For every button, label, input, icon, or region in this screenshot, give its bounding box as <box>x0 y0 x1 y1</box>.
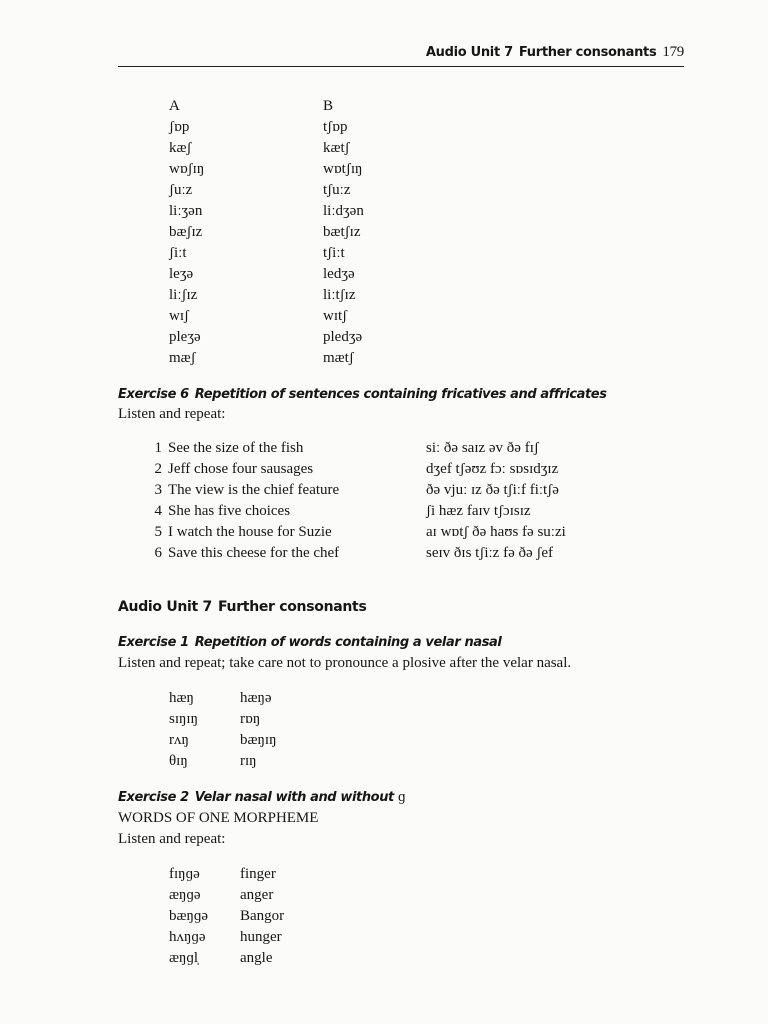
sentence-transcription: ðə vjuː ɪz ðə tʃiːf fiːtʃə <box>426 482 559 498</box>
velar-word: bæŋɪŋ <box>240 732 277 748</box>
sentence-row <box>152 459 602 480</box>
section-unit: Audio Unit 7 <box>118 599 212 615</box>
morpheme-transcription: æŋɡl̩ <box>169 950 199 966</box>
column-b-item: tʃuːz <box>323 182 351 198</box>
morpheme-transcription: fɪŋɡə <box>169 866 200 882</box>
column-a-item: kæʃ <box>169 140 192 156</box>
column-a-item: liːʃɪz <box>169 287 198 303</box>
column-b-item: tʃɒp <box>323 119 348 135</box>
exercise2-instruction: Listen and repeat: <box>118 831 226 847</box>
velar-word: rɪŋ <box>240 753 257 769</box>
sentence-number: 1 <box>154 440 162 456</box>
column-b-item: wɪtʃ <box>323 308 348 324</box>
morpheme-word: angle <box>240 950 273 966</box>
column-a-item: liːʒən <box>169 203 203 219</box>
column-a-heading: A <box>169 98 180 114</box>
exercise2-heading <box>118 789 405 806</box>
sentence-text: See the size of the fish <box>168 440 304 456</box>
exercise2-subheading: WORDS OF ONE MORPHEME <box>118 810 319 826</box>
running-header <box>118 42 684 67</box>
sentence-number: 3 <box>154 482 162 498</box>
section-heading <box>118 599 366 615</box>
sentence-number: 4 <box>154 503 162 519</box>
column-b-heading: B <box>323 98 334 114</box>
velar-word: hæŋ <box>169 690 194 706</box>
column-b-item: tʃiːt <box>323 245 345 261</box>
sentence-text: Save this cheese for the chef <box>168 545 340 561</box>
morpheme-word: finger <box>240 866 276 882</box>
exercise1-instruction: Listen and repeat; take care not to pronounce a plosive after the velar nasal. <box>118 655 572 671</box>
velar-word: rʌŋ <box>169 732 189 748</box>
exercise6-heading <box>118 387 607 402</box>
column-a-item: ʃuːz <box>169 182 193 198</box>
exercise6-label: Exercise 6 <box>118 387 189 402</box>
sentence-row <box>152 543 602 564</box>
column-b-item: wɒtʃɪŋ <box>323 161 363 177</box>
exercise1-title: Repetition of words containing a velar nasal <box>194 635 502 650</box>
sentence-row <box>152 522 602 543</box>
sentence-transcription: dʒef tʃəʊz fɔː sɒsɪdʒɪz <box>426 461 559 477</box>
column-a-item: wɪʃ <box>169 308 189 324</box>
sentence-text: The view is the chief feature <box>168 482 340 498</box>
sentence-transcription: ʃi hæz faɪv tʃɔɪsɪz <box>426 503 531 519</box>
sentence-transcription: siː ðə saɪz əv ðə fɪʃ <box>426 440 539 456</box>
morpheme-word: Bangor <box>240 908 285 924</box>
sentence-number: 2 <box>154 461 162 477</box>
morpheme-transcription: bæŋɡə <box>169 908 209 924</box>
exercise1-heading <box>118 635 501 650</box>
velar-word: sɪŋɪŋ <box>169 711 199 727</box>
sentence-text: She has five choices <box>168 503 291 519</box>
morpheme-transcription: hʌŋɡə <box>169 929 206 945</box>
column-a-item: bæʃɪz <box>169 224 203 240</box>
column-b <box>323 96 364 369</box>
column-a-item: pleʒə <box>169 329 201 345</box>
exercise6-sentence-list <box>152 438 602 564</box>
exercise2-label: Exercise 2 <box>118 790 189 805</box>
running-header-unit: Audio Unit 7 <box>425 45 513 60</box>
sentence-number: 5 <box>154 524 162 540</box>
sentence-number: 6 <box>154 545 162 561</box>
running-header-text <box>426 44 684 61</box>
sentence-transcription: seɪv ðɪs tʃiːz fə ðə ʃef <box>426 545 554 561</box>
column-b-item: bætʃɪz <box>323 224 361 240</box>
exercise2-title: Velar nasal with and without <box>194 790 394 805</box>
running-header-title: Further consonants <box>518 45 657 60</box>
morpheme-word: anger <box>240 887 274 903</box>
exercise6-title: Repetition of sentences containing fricatives and affricates <box>194 387 607 402</box>
velar-word: hæŋə <box>240 690 272 706</box>
column-b-item: pledʒə <box>323 329 363 345</box>
page-number: 179 <box>662 44 684 60</box>
sentence-row <box>152 438 602 459</box>
exercise2-title-symbol: ɡ <box>398 789 406 805</box>
sentence-text: I watch the house for Suzie <box>168 524 332 540</box>
exercise1-label: Exercise 1 <box>118 635 189 650</box>
exercise1-column-2 <box>240 688 277 772</box>
velar-word: θɪŋ <box>169 753 188 769</box>
column-a <box>169 96 204 369</box>
sentence-text: Jeff chose four sausages <box>168 461 314 477</box>
column-b-item: mætʃ <box>323 350 354 366</box>
column-b-item: kætʃ <box>323 140 350 156</box>
column-b-item: liːdʒən <box>323 203 364 219</box>
column-b-item: liːtʃɪz <box>323 287 356 303</box>
column-a-item: leʒə <box>169 266 194 282</box>
exercise2-word-column <box>240 864 284 969</box>
exercise2-ipa-column <box>169 864 208 969</box>
sentence-row <box>152 480 602 501</box>
morpheme-word: hunger <box>240 929 282 945</box>
exercise1-column-1 <box>169 688 198 772</box>
column-a-item: wɒʃɪŋ <box>169 161 205 177</box>
column-a-item: ʃɒp <box>169 119 190 135</box>
column-a-item: ʃiːt <box>169 245 187 261</box>
section-title: Further consonants <box>217 599 367 615</box>
column-a-item: mæʃ <box>169 350 196 366</box>
sentence-transcription: aɪ wɒtʃ ðə haʊs fə suːzi <box>426 524 566 540</box>
column-b-item: ledʒə <box>323 266 355 282</box>
velar-word: rɒŋ <box>240 711 261 727</box>
sentence-row <box>152 501 602 522</box>
exercise6-instruction: Listen and repeat: <box>118 406 226 422</box>
morpheme-transcription: æŋɡə <box>169 887 201 903</box>
